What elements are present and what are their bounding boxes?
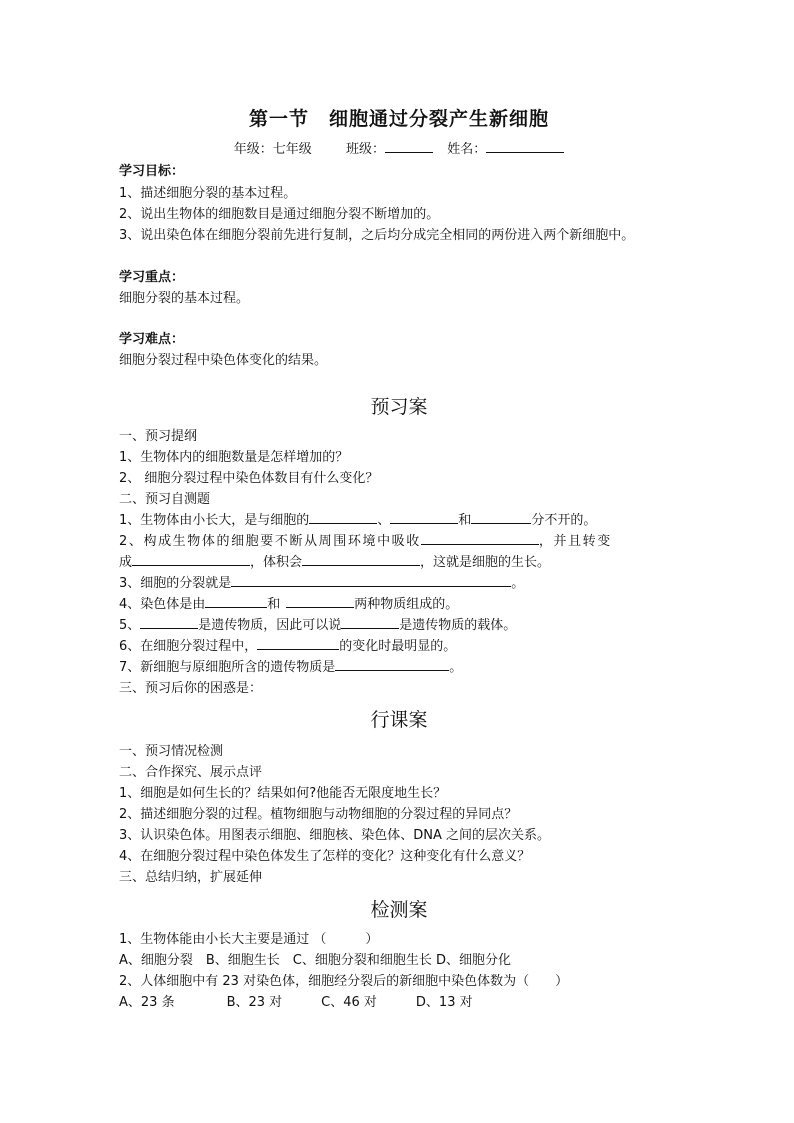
q1-sep: 、 <box>377 513 391 528</box>
q1-blank-2[interactable] <box>390 511 458 524</box>
lesson-item: 二、合作探究、展示点评 <box>119 765 263 780</box>
objective-item: 2、说出生物体的细胞数目是通过细胞分裂不断增加的。 <box>119 207 440 222</box>
objective-item: 3、说出染色体在细胞分裂前先进行复制，之后均分成完全相同的两份进入两个新细胞中。 <box>119 228 635 243</box>
preview-section-title: 预习案 <box>370 396 428 418</box>
q2-blank-3[interactable] <box>302 553 420 566</box>
q4-and: 和 <box>267 597 281 612</box>
q1-and: 和 <box>458 513 472 528</box>
q5-blank-2[interactable] <box>341 616 399 629</box>
q2-text-2: ，并且转变 <box>538 534 612 549</box>
selftest-q4 <box>119 593 458 612</box>
lesson-item: 4、在细胞分裂过程中染色体发生了怎样的变化？这种变化有什么意义？ <box>119 849 531 864</box>
outline-heading: 一、预习提纲 <box>119 429 198 444</box>
q1-end: 分不开的。 <box>531 513 597 528</box>
test-question-2-options: A、23 条 B、23 对 C、46 对 D、13 对 <box>119 995 473 1010</box>
page-title: 第一节 细胞通过分裂产生新细胞 <box>248 108 549 130</box>
test-question-2: 2、人体细胞中有 23 对染色体，细胞经分裂后的新细胞中染色体数为（ ） <box>119 974 569 989</box>
q2-text-3: 成 <box>119 555 133 570</box>
difficulties-text: 细胞分裂过程中染色体变化的结果。 <box>119 353 328 368</box>
q2-text-5: ，这就是细胞的生长。 <box>420 555 551 570</box>
class-blank[interactable] <box>385 139 433 153</box>
q6-blank[interactable] <box>257 637 339 650</box>
objectives-heading: 学习目标： <box>119 164 185 179</box>
q5-end: 是遗传物质的载体。 <box>399 618 517 633</box>
lesson-item: 三、总结归纳，扩展延伸 <box>119 870 263 885</box>
q1-blank-1[interactable] <box>309 511 377 524</box>
q5-text: 是遗传物质，因此可以说 <box>198 618 342 633</box>
q7-text: 7、新细胞与原细胞所含的遗传物质是 <box>119 660 336 675</box>
objective-item: 1、描述细胞分裂的基本过程。 <box>119 186 297 201</box>
confusion-heading: 三、预习后你的困惑是： <box>119 681 263 696</box>
test-question-1-options: A、细胞分裂 B、细胞生长 C、细胞分裂和细胞生长 D、细胞分化 <box>119 953 512 968</box>
student-info-row <box>119 138 679 157</box>
selftest-q3 <box>119 572 524 591</box>
difficulties-heading: 学习难点： <box>119 332 185 347</box>
name-label: 姓名： <box>447 142 487 157</box>
q1-blank-3[interactable] <box>471 511 531 524</box>
q2-text: 2、构成生物体的细胞要不断从周围环境中吸收 <box>119 534 421 549</box>
q5-blank-1[interactable] <box>140 616 198 629</box>
grade-label: 年级：七年级 <box>233 142 312 157</box>
q7-end: 。 <box>449 660 463 675</box>
q4-end: 两种物质组成的。 <box>354 597 459 612</box>
lesson-item: 3、认识染色体。用图表示细胞、细胞核、染色体、DNA 之间的层次关系。 <box>119 828 551 843</box>
outline-item: 2、 细胞分裂过程中染色体数目有什么变化？ <box>119 471 379 486</box>
q2-text-4: ，体积会 <box>250 555 303 570</box>
q3-text: 3、细胞的分裂就是 <box>119 576 232 591</box>
q7-blank[interactable] <box>335 658 449 671</box>
lesson-item: 1、细胞是如何生长的？结果如何?他能否无限度地生长？ <box>119 786 447 801</box>
selftest-q7 <box>119 656 462 675</box>
q2-blank-1[interactable] <box>421 532 539 545</box>
q1-text: 1、生物体由小长大，是与细胞的 <box>119 513 310 528</box>
outline-item: 1、生物体内的细胞数量是怎样增加的？ <box>119 450 349 465</box>
test-section-title: 检测案 <box>370 899 428 921</box>
test-question-1: 1、生物体能由小长大主要是通过 （ ） <box>119 932 379 947</box>
class-label: 班级： <box>345 142 385 157</box>
q4-blank-2[interactable] <box>286 595 354 608</box>
q3-end: 。 <box>511 576 525 591</box>
q4-blank-1[interactable] <box>205 595 267 608</box>
selftest-q5 <box>119 614 516 633</box>
key-points-heading: 学习重点： <box>119 270 185 285</box>
key-points-text: 细胞分裂的基本过程。 <box>119 291 250 306</box>
selftest-q2-line2 <box>119 551 550 570</box>
name-blank[interactable] <box>486 139 564 153</box>
lesson-item: 一、预习情况检测 <box>119 744 224 759</box>
selftest-q1 <box>119 509 596 528</box>
q5-num: 5、 <box>119 618 141 633</box>
selftest-q6 <box>119 635 456 654</box>
selftest-heading: 二、预习自测题 <box>119 492 211 507</box>
q3-blank[interactable] <box>231 574 511 587</box>
lesson-section-title: 行课案 <box>370 709 428 731</box>
q6-text: 6、在细胞分裂过程中， <box>119 639 258 654</box>
q2-blank-2[interactable] <box>132 553 250 566</box>
q6-end: 的变化时最明显的。 <box>339 639 457 654</box>
selftest-q2-line1 <box>119 530 612 549</box>
lesson-item: 2、描述细胞分裂的过程。植物细胞与动物细胞的分裂过程的异同点？ <box>119 807 518 822</box>
q4-text: 4、染色体是由 <box>119 597 206 612</box>
